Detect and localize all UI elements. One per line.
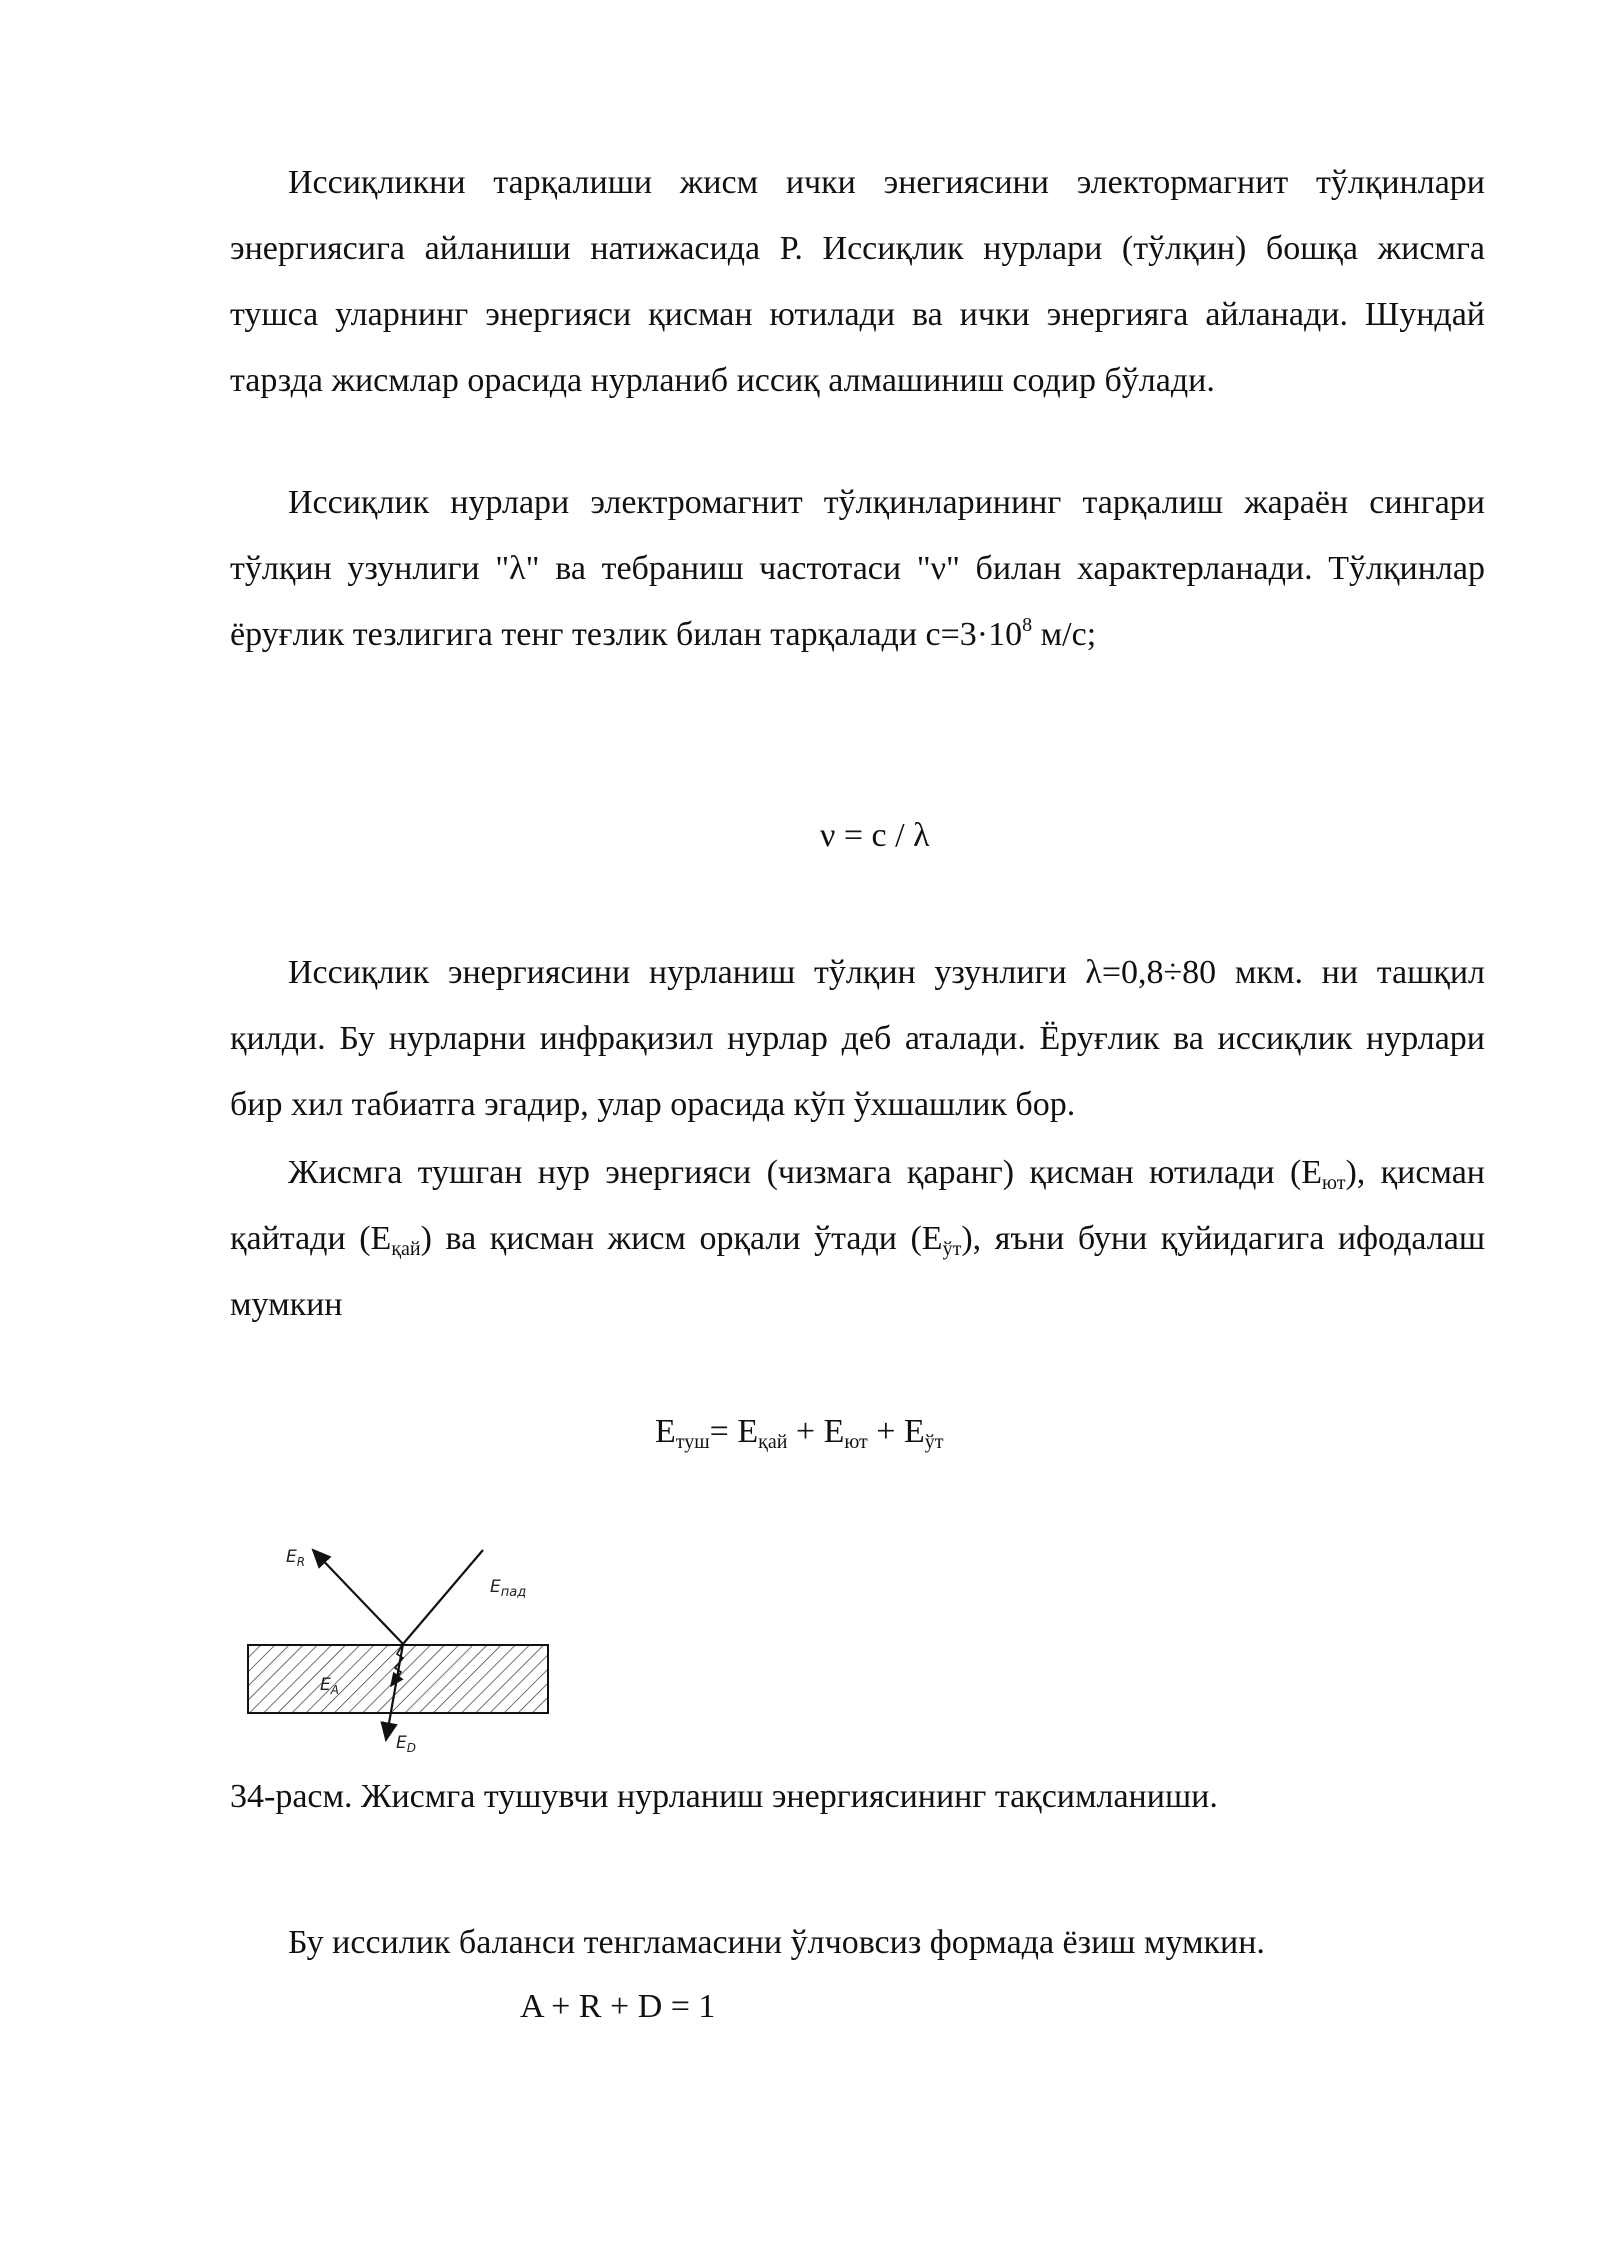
paragraph-4-part: Жисмга тушган нур энергияси (чизмага қаранг) қисман ютилади (Е [288,1154,1323,1191]
paragraph-5-text: Бу иссилик баланси тенгламасини ўлчовсиз формада ёзиш мумкин. [288,1924,1265,1961]
eq-term: + Е [787,1413,845,1450]
paragraph-3 [230,940,1485,1138]
subscript: қай [758,1431,788,1453]
equation-dimensionless: A + R + D = 1 [520,1988,716,2025]
label-epad: $E_{пад}$ [490,1577,527,1600]
paragraph-1-text: Иссиқликни тарқалиши жисм ички энегиясини электормагнит тўлқинлари энергиясига айланиши натижасида Р. Иссиқлик нурлари (тўлқин) бошқа жисмга тушса уларнинг энергияси қисман ютилади ва ички энергияга айланади. Шундай тарзда жисмлар орасида нурланиб иссиқ алмашиниш содир бўлади. [230,164,1485,399]
label-er: $E_R$ [286,1547,306,1569]
paragraph-4-part: ) ва қисман жисм орқали ўтади (Е [420,1220,943,1257]
paragraph-4 [230,1140,1485,1338]
label-ea: $E_A$ [320,1675,339,1697]
subscript: ют [844,1431,868,1453]
paragraph-2 [230,470,1485,668]
paragraph-3-text: Иссиқлик энергиясини нурланиш тўлқин узунлиги λ=0,8÷80 мкм. ни ташқил қилди. Бу нурларни инфрақизил нурлар деб аталади. Ёруғлик ва иссиқлик нурлари бир хил табиатга эгадир, улар орасида кўп ўхшашлик бор. [230,954,1485,1123]
paragraph-4-part: ), яъни буни қуйидагига ифодалаш мумкин [230,1220,1485,1323]
exponent: 8 [1022,614,1033,636]
eq-term: = Е [709,1413,759,1450]
equation-frequency: ν = c / λ [820,817,930,854]
paragraph-2-tail: м/с; [1032,616,1097,653]
paragraph-2-text: Иссиқлик нурлари электромагнит тўлқинларининг тарқалиш жараён сингари тўлқин узунлиги "λ" ва тебраниш частотаси "ν" билан характерланади. Тўлқинлар ёруғлик тезлигига тенг тезлик билан тарқалади c=3·10 [230,484,1485,653]
figure-caption: 34-расм. Жисмга тушувчи нурланиш энергиясининг тақсимланиши. [230,1778,1218,1815]
subscript: ют [1322,1172,1346,1194]
subscript: ўт [924,1431,944,1453]
equation-energy-balance [655,1410,944,1454]
label-ed: $E_D$ [396,1733,416,1755]
subscript: қай [391,1238,421,1260]
paragraph-1 [230,150,1485,414]
eq-term: Е [655,1413,676,1450]
subscript: ўт [942,1238,962,1260]
radiation-distribution-figure [238,1540,558,1760]
eq-term: + Е [867,1413,925,1450]
paragraph-5 [230,1910,1485,1976]
incident-ray [403,1550,483,1644]
paragraph-4-part: ), қисман қайтади (Е [230,1154,1485,1257]
reflected-ray [313,1550,403,1644]
subscript: туш [675,1431,710,1453]
